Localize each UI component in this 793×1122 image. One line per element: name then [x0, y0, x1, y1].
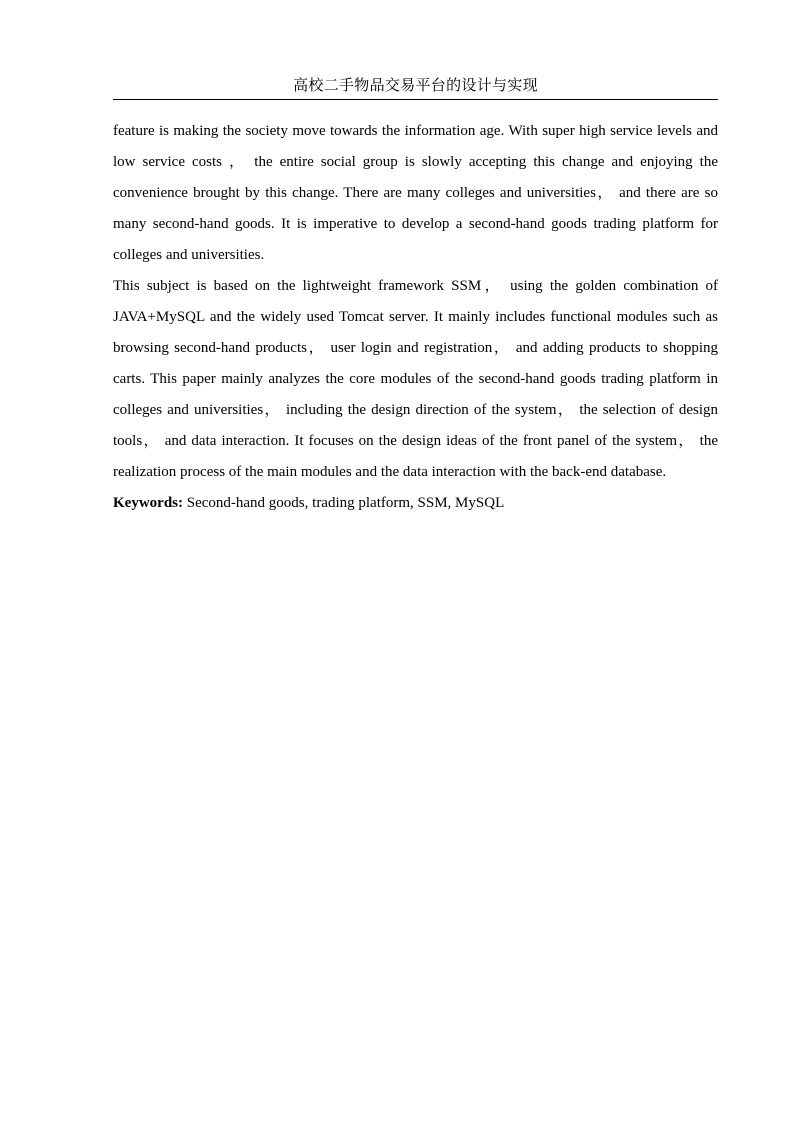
- abstract-body: [113, 116, 718, 519]
- running-header: [113, 74, 718, 100]
- keywords-label: Keywords:: [113, 495, 183, 511]
- abstract-paragraph-1: feature is making the society move towards the information age. With super high service levels and low service costs ， the entire social group is slowly accepting this change and enjoying the convenience brought by this change. There are many colleges and universities， and there are so many second-hand goods. It is imperative to develop a second-hand goods trading platform for colleges and universities.: [113, 123, 718, 263]
- abstract-paragraph-2: This subject is based on the lightweight framework SSM， using the golden combination of JAVA+MySQL and the widely used Tomcat server. It mainly includes functional modules such as browsing second-hand products， user login and registration， and adding products to shopping carts. This paper mainly analyzes the core modules of the second-hand goods trading platform in colleges and universities， including the design direction of the system， the selection of design tools， and data interaction. It focuses on the design ideas of the front panel of the system， the realization process of the main modules and the data interaction with the back-end database.: [113, 278, 718, 480]
- keywords-line: [113, 488, 718, 519]
- running-header-title: 高校二手物品交易平台的设计与实现: [293, 78, 538, 94]
- keywords-value: Second-hand goods, trading platform, SSM, MySQL: [186, 495, 505, 511]
